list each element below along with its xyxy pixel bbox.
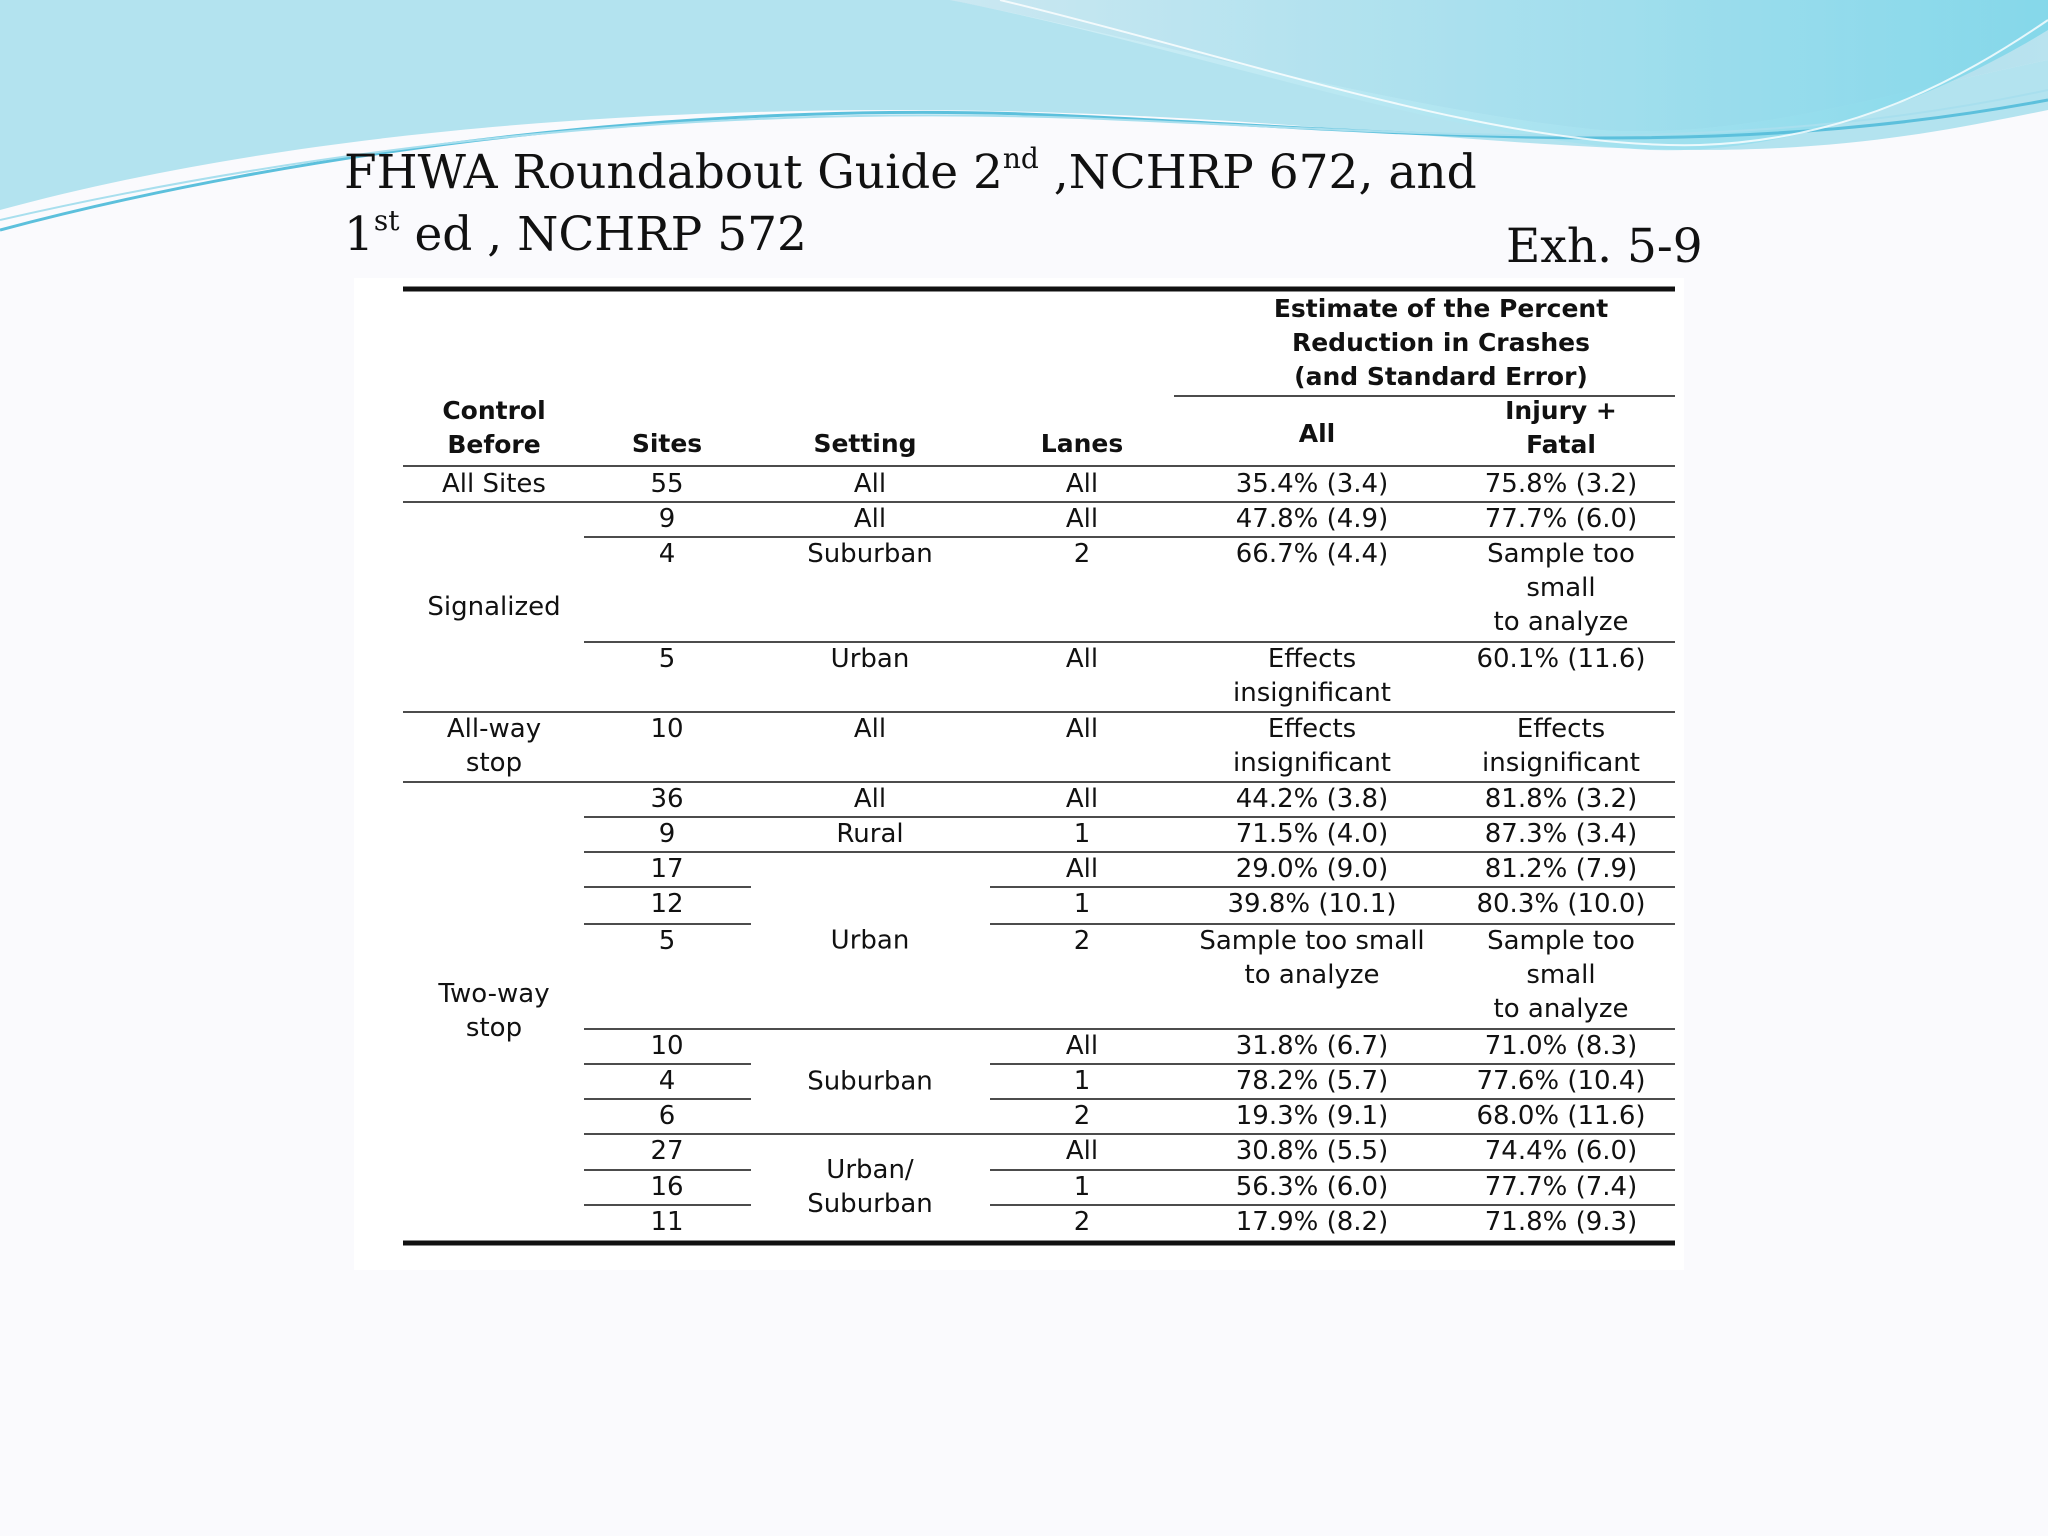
lanes-cell: 1 <box>1073 819 1091 849</box>
lanes-cell: 1 <box>1073 1066 1091 1096</box>
setting-cell: All <box>853 504 887 534</box>
column-header-injury-fatal: Fatal <box>1526 430 1596 459</box>
all-crashes-cell: Effects <box>1267 644 1357 674</box>
column-header-lanes: Lanes <box>1040 429 1124 458</box>
injury-fatal-cell: 80.3% (10.0) <box>1476 889 1646 919</box>
sites-cell: 10 <box>650 714 684 744</box>
column-header-sites: Sites <box>631 429 703 458</box>
all-crashes-cell: 29.0% (9.0) <box>1235 854 1389 884</box>
setting-cell: Urban <box>830 925 910 956</box>
injury-fatal-cell: 71.8% (9.3) <box>1484 1207 1638 1237</box>
all-crashes-cell: 17.9% (8.2) <box>1235 1207 1389 1237</box>
lanes-cell: All <box>1065 714 1099 744</box>
lanes-cell: 2 <box>1073 926 1091 956</box>
setting-cell: Urban <box>830 644 910 674</box>
setting-cell: All <box>853 469 887 499</box>
column-header-injury-fatal: Injury + <box>1505 396 1617 425</box>
injury-fatal-cell: insignificant <box>1482 748 1640 778</box>
control-before-cell: All-way <box>446 714 542 744</box>
all-crashes-cell: 35.4% (3.4) <box>1235 469 1389 499</box>
sites-cell: 4 <box>658 539 676 569</box>
injury-fatal-cell: Effects <box>1516 714 1606 744</box>
sites-cell: 17 <box>650 854 684 884</box>
injury-fatal-cell: small <box>1526 573 1596 603</box>
lanes-cell: All <box>1065 854 1099 884</box>
estimate-header: Reduction in Crashes <box>1291 328 1591 357</box>
setting-cell: Suburban <box>807 539 933 569</box>
all-crashes-cell: 78.2% (5.7) <box>1235 1066 1389 1096</box>
title-line-2: 1st ed , NCHRP 572 <box>344 204 807 262</box>
sites-cell: 4 <box>658 1066 676 1096</box>
lanes-cell: All <box>1065 784 1099 814</box>
all-crashes-cell: Effects <box>1267 714 1357 744</box>
injury-fatal-cell: 81.8% (3.2) <box>1484 784 1638 814</box>
sites-cell: 11 <box>650 1207 684 1237</box>
setting-cell: Suburban <box>807 1066 933 1097</box>
all-crashes-cell: to analyze <box>1244 960 1380 990</box>
injury-fatal-cell: 77.7% (7.4) <box>1484 1172 1638 1202</box>
all-crashes-cell: insignificant <box>1233 748 1391 778</box>
column-header-all: All <box>1298 419 1336 448</box>
injury-fatal-cell: Sample too <box>1487 539 1635 569</box>
all-crashes-cell: 31.8% (6.7) <box>1235 1031 1389 1061</box>
all-crashes-cell: 56.3% (6.0) <box>1235 1172 1389 1202</box>
all-crashes-cell: 66.7% (4.4) <box>1235 539 1389 569</box>
injury-fatal-cell: 77.7% (6.0) <box>1484 504 1638 534</box>
exhibit-label: Exh. 5-9 <box>1506 219 1703 274</box>
injury-fatal-cell: Sample too <box>1487 926 1635 956</box>
injury-fatal-cell: to analyze <box>1493 994 1629 1024</box>
all-crashes-cell: 47.8% (4.9) <box>1235 504 1389 534</box>
lanes-cell: All <box>1065 644 1099 674</box>
sites-cell: 5 <box>658 644 676 674</box>
lanes-cell: 1 <box>1073 889 1091 919</box>
sites-cell: 27 <box>650 1136 684 1166</box>
injury-fatal-cell: 74.4% (6.0) <box>1484 1136 1638 1166</box>
sites-cell: 10 <box>650 1031 684 1061</box>
all-crashes-cell: insignificant <box>1233 678 1391 708</box>
column-header-setting: Setting <box>813 429 917 458</box>
all-crashes-cell: 44.2% (3.8) <box>1235 784 1389 814</box>
all-crashes-cell: Sample too small <box>1199 926 1425 956</box>
lanes-cell: All <box>1065 504 1099 534</box>
injury-fatal-cell: 68.0% (11.6) <box>1476 1101 1646 1131</box>
sites-cell: 12 <box>650 889 684 919</box>
sites-cell: 16 <box>650 1172 684 1202</box>
all-crashes-cell: 30.8% (5.5) <box>1235 1136 1389 1166</box>
setting-cell: All <box>853 714 887 744</box>
sites-cell: 9 <box>658 504 676 534</box>
control-before-cell: stop <box>465 1013 523 1043</box>
control-before-cell: Signalized <box>427 592 561 622</box>
injury-fatal-cell: 87.3% (3.4) <box>1484 819 1638 849</box>
control-before-cell: Two-way <box>438 979 550 1009</box>
lanes-cell: 2 <box>1073 1207 1091 1237</box>
title-line-1: FHWA Roundabout Guide 2nd ,NCHRP 672, and <box>344 142 1477 200</box>
all-crashes-cell: 71.5% (4.0) <box>1235 819 1389 849</box>
slide-title <box>344 142 1477 266</box>
injury-fatal-cell: 71.0% (8.3) <box>1484 1031 1638 1061</box>
injury-fatal-cell: 81.2% (7.9) <box>1484 854 1638 884</box>
injury-fatal-cell: 75.8% (3.2) <box>1484 469 1638 499</box>
all-crashes-cell: 19.3% (9.1) <box>1235 1101 1389 1131</box>
estimate-header: Estimate of the Percent <box>1273 294 1609 323</box>
lanes-cell: All <box>1065 1136 1099 1166</box>
lanes-cell: 1 <box>1073 1172 1091 1202</box>
lanes-cell: 2 <box>1073 539 1091 569</box>
setting-cell: Rural <box>836 819 904 849</box>
sites-cell: 36 <box>650 784 684 814</box>
setting-cell: Suburban <box>807 1189 933 1219</box>
estimate-header: (and Standard Error) <box>1294 362 1588 391</box>
setting-cell: Urban/ <box>826 1155 914 1185</box>
injury-fatal-cell: to analyze <box>1493 607 1629 637</box>
crash-reduction-table-panel <box>354 278 1684 1270</box>
lanes-cell: 2 <box>1073 1101 1091 1131</box>
injury-fatal-cell: 60.1% (11.6) <box>1476 644 1646 674</box>
lanes-cell: All <box>1065 469 1099 499</box>
injury-fatal-cell: 77.6% (10.4) <box>1476 1066 1646 1096</box>
control-before-cell: stop <box>465 748 523 778</box>
lanes-cell: All <box>1065 1031 1099 1061</box>
sites-cell: 9 <box>658 819 676 849</box>
control-before-cell: All Sites <box>442 469 546 499</box>
column-header-control-before: Control <box>442 396 546 425</box>
sites-cell: 5 <box>658 926 676 956</box>
sites-cell: 6 <box>658 1101 676 1131</box>
setting-cell: All <box>853 784 887 814</box>
crash-reduction-table <box>354 278 1684 1270</box>
sites-cell: 55 <box>650 469 684 499</box>
all-crashes-cell: 39.8% (10.1) <box>1227 889 1397 919</box>
injury-fatal-cell: small <box>1526 960 1596 990</box>
column-header-control-before: Before <box>447 430 541 459</box>
